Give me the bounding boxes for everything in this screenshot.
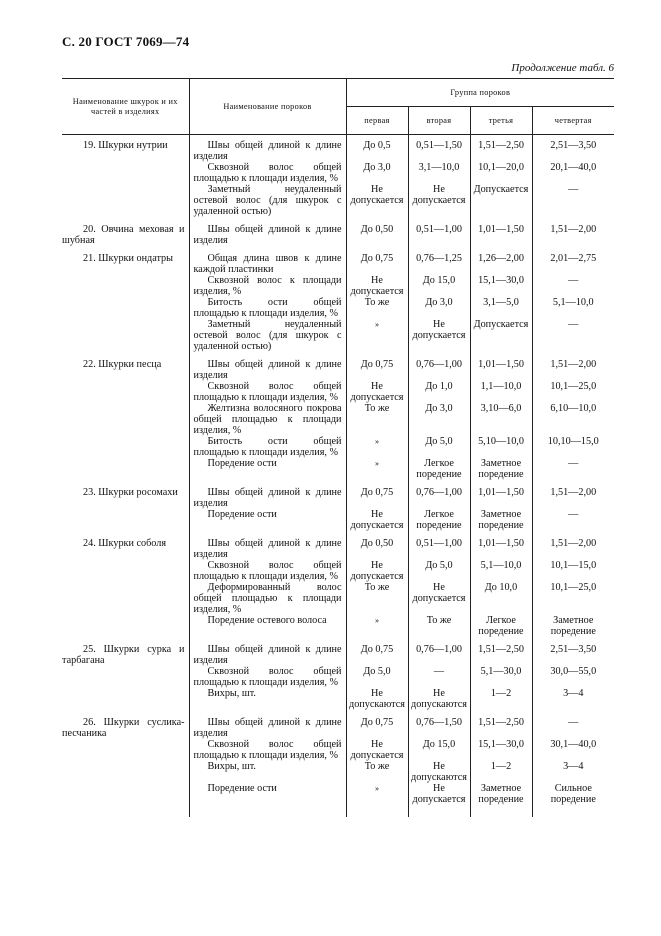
group-3-value: 15,1—30,0: [470, 275, 532, 297]
table-row: [62, 381, 614, 403]
defect-name: Заметный неудаленный остевой волос (для шкурок с удаленной остью): [193, 319, 342, 352]
group-2-value: До 3,0: [408, 297, 470, 319]
group-4-value: Сильное поредение: [532, 783, 614, 805]
defect-name-cell: [189, 217, 346, 246]
group-4-value: —: [532, 319, 614, 352]
defect-name-cell: [189, 352, 346, 381]
column-header-group-3: третья: [470, 107, 532, 135]
group-4-value: 2,01—2,75: [532, 246, 614, 275]
group-2-value: Не допускается: [408, 783, 470, 805]
table-row: [62, 184, 614, 217]
product-name-cell: [62, 688, 189, 710]
product-name: 19. Шкурки нутрии: [83, 140, 168, 151]
defect-name-cell: [189, 436, 346, 458]
group-4-value: 1,51—2,00: [532, 480, 614, 509]
defect-name: Швы общей длиной к длине изделия: [193, 487, 342, 509]
defect-name-cell: [189, 531, 346, 560]
group-1-value: То же: [346, 403, 408, 436]
defect-name: Поредение остевого волоса: [207, 615, 327, 626]
group-1-value: Не допускается: [346, 275, 408, 297]
product-name-cell: [62, 184, 189, 217]
defect-name: Поредение ости: [207, 783, 277, 794]
group-2-value: 3,1—10,0: [408, 162, 470, 184]
product-name: 21. Шкурки ондатры: [83, 253, 174, 264]
group-2-value: 0,51—1,50: [408, 135, 470, 163]
group-2-value: Не допускаются: [408, 688, 470, 710]
group-3-value: 1,01—1,50: [470, 352, 532, 381]
product-name-cell: [62, 381, 189, 403]
defect-name-cell: [189, 162, 346, 184]
group-1-value: До 0,5: [346, 135, 408, 163]
table-row: [62, 531, 614, 560]
group-4-value: 6,10—10,0: [532, 403, 614, 436]
table-row: [62, 217, 614, 246]
product-name-cell: [62, 615, 189, 637]
table-row: [62, 666, 614, 688]
defect-name: Швы общей длиной к длине изделия: [193, 644, 342, 666]
defect-name: Сквозной волос общей площадью к площади изделия, %: [193, 560, 342, 582]
group-1-value: »: [346, 458, 408, 480]
defect-name: Швы общей длиной к длине изделия: [193, 717, 342, 739]
group-4-value: 1,51—2,00: [532, 531, 614, 560]
group-3-value: 1,01—1,50: [470, 531, 532, 560]
product-name: 23. Шкурки росомахи: [83, 487, 178, 498]
group-1-value: Не допускается: [346, 560, 408, 582]
group-1-value: »: [346, 783, 408, 805]
table-row: [62, 436, 614, 458]
group-4-value: 1,51—2,00: [532, 217, 614, 246]
group-3-value: 1,51—2,50: [470, 637, 532, 666]
product-name-cell: [62, 275, 189, 297]
group-3-value: Допускается: [470, 319, 532, 352]
group-1-value: До 3,0: [346, 162, 408, 184]
group-4-value: —: [532, 184, 614, 217]
table-row: [62, 710, 614, 739]
product-name-cell: [62, 560, 189, 582]
table-row: [62, 783, 614, 805]
defect-name: Желтизна волосяного покрова общей площадью к площади изделия, %: [193, 403, 342, 436]
group-2-value: 0,76—1,50: [408, 710, 470, 739]
product-name-cell: [62, 403, 189, 436]
defect-name-cell: [189, 275, 346, 297]
defect-name: Вихры, шт.: [207, 761, 256, 772]
table-row: [62, 688, 614, 710]
product-name: 22. Шкурки песца: [83, 359, 162, 370]
defect-name: Сквозной волос общей площадью к площади изделия, %: [193, 162, 342, 184]
table-row: [62, 135, 614, 163]
defect-name-cell: [189, 403, 346, 436]
group-3-value: 1—2: [470, 688, 532, 710]
table-tail-cell: [408, 805, 470, 817]
product-name: 20. Овчина меховая и шубная: [62, 224, 185, 246]
group-3-value: 1,51—2,50: [470, 135, 532, 163]
product-name-cell: [62, 666, 189, 688]
group-3-value: 1,01—1,50: [470, 217, 532, 246]
product-name-cell: [62, 761, 189, 783]
table-row: [62, 319, 614, 352]
group-2-value: То же: [408, 615, 470, 637]
group-3-value: Допускается: [470, 184, 532, 217]
defect-name-cell: [189, 560, 346, 582]
table-row: [62, 246, 614, 275]
group-1-value: То же: [346, 582, 408, 615]
group-1-value: Не допускается: [346, 509, 408, 531]
defect-name-cell: [189, 480, 346, 509]
group-2-value: 0,51—1,00: [408, 217, 470, 246]
group-1-value: То же: [346, 297, 408, 319]
group-1-value: Не допускается: [346, 381, 408, 403]
product-name-cell: [62, 480, 189, 509]
defect-name-cell: [189, 458, 346, 480]
product-name-cell: [62, 531, 189, 560]
product-name-cell: [62, 162, 189, 184]
defect-name: Вихры, шт.: [207, 688, 256, 699]
group-1-value: То же: [346, 761, 408, 783]
group-4-value: 10,1—25,0: [532, 381, 614, 403]
table-body: [62, 135, 614, 818]
group-4-value: 5,1—10,0: [532, 297, 614, 319]
column-header-group-4: четвертая: [532, 107, 614, 135]
group-1-value: До 0,75: [346, 480, 408, 509]
product-name-cell: [62, 217, 189, 246]
table-tail-cell: [532, 805, 614, 817]
group-1-value: До 0,75: [346, 352, 408, 381]
column-header-group-2: вторая: [408, 107, 470, 135]
product-name-cell: [62, 135, 189, 163]
column-header-defects: Наименование пороков: [189, 79, 346, 135]
group-3-value: 15,1—30,0: [470, 739, 532, 761]
group-2-value: До 1,0: [408, 381, 470, 403]
defect-name-cell: [189, 615, 346, 637]
group-2-value: Легкое поредение: [408, 458, 470, 480]
group-4-value: 30,1—40,0: [532, 739, 614, 761]
defect-name-cell: [189, 710, 346, 739]
table-row: [62, 761, 614, 783]
defect-name: Сквозной волос общей площадью к площади изделия, %: [193, 739, 342, 761]
product-name-cell: [62, 783, 189, 805]
defect-name: Швы общей длиной к длине изделия: [193, 538, 342, 560]
product-name-cell: [62, 710, 189, 739]
group-2-value: 0,51—1,00: [408, 531, 470, 560]
table-row: [62, 297, 614, 319]
table-tail-cell: [189, 805, 346, 817]
group-4-value: —: [532, 509, 614, 531]
group-2-value: Не допускается: [408, 184, 470, 217]
defect-name-cell: [189, 666, 346, 688]
table-row: [62, 637, 614, 666]
defect-name-cell: [189, 509, 346, 531]
group-3-value: 3,10—6,0: [470, 403, 532, 436]
product-name-cell: [62, 582, 189, 615]
table-row: [62, 582, 614, 615]
defect-name: Поредение ости: [207, 458, 277, 469]
group-4-value: —: [532, 458, 614, 480]
defect-name: Общая длина швов к длине каждой пластинки: [193, 253, 342, 275]
group-2-value: Не допускается: [408, 319, 470, 352]
defect-name-cell: [189, 783, 346, 805]
product-name-cell: [62, 352, 189, 381]
group-2-value: 0,76—1,25: [408, 246, 470, 275]
product-name-cell: [62, 637, 189, 666]
product-name-cell: [62, 458, 189, 480]
group-1-value: Не допускается: [346, 739, 408, 761]
group-3-value: До 10,0: [470, 582, 532, 615]
group-4-value: 2,51—3,50: [532, 135, 614, 163]
group-1-value: До 0,50: [346, 531, 408, 560]
group-4-value: —: [532, 275, 614, 297]
group-1-value: Не допускается: [346, 184, 408, 217]
table-tail-cell: [346, 805, 408, 817]
defect-name-cell: [189, 688, 346, 710]
group-2-value: 0,76—1,00: [408, 480, 470, 509]
product-name: 24. Шкурки соболя: [83, 538, 167, 549]
group-1-value: »: [346, 615, 408, 637]
table-tail-row: [62, 805, 614, 817]
group-3-value: 5,1—30,0: [470, 666, 532, 688]
table-row: [62, 162, 614, 184]
group-3-value: 1,01—1,50: [470, 480, 532, 509]
group-1-value: До 0,75: [346, 246, 408, 275]
group-3-value: 5,1—10,0: [470, 560, 532, 582]
column-header-group-1: первая: [346, 107, 408, 135]
table-tail-cell: [470, 805, 532, 817]
defect-name: Швы общей длиной к длине изделия: [193, 359, 342, 381]
defect-name-cell: [189, 319, 346, 352]
product-name: 25. Шкурки сурка и тарбагана: [62, 644, 185, 666]
group-1-value: »: [346, 319, 408, 352]
group-3-value: 3,1—5,0: [470, 297, 532, 319]
column-header-products: Наименование шкурок и их частей в изделиях: [62, 79, 189, 135]
group-2-value: До 15,0: [408, 739, 470, 761]
table-continuation-label: Продолжение табл. 6: [511, 62, 614, 74]
table-row: [62, 352, 614, 381]
defect-name: Швы общей длиной к длине изделия: [193, 140, 342, 162]
group-3-value: 1,1—10,0: [470, 381, 532, 403]
product-name: 26. Шкурки суслика-песчаника: [62, 717, 185, 739]
product-name-cell: [62, 319, 189, 352]
group-2-value: Не допускаются: [408, 761, 470, 783]
group-4-value: —: [532, 710, 614, 739]
group-3-value: 1,51—2,50: [470, 710, 532, 739]
table-row: [62, 458, 614, 480]
group-2-value: До 15,0: [408, 275, 470, 297]
defect-name: Сквозной волос общей площадью к площади изделия, %: [193, 381, 342, 403]
table-tail-cell: [62, 805, 189, 817]
defect-name-cell: [189, 381, 346, 403]
defect-name-cell: [189, 637, 346, 666]
table-row: [62, 275, 614, 297]
table-row: [62, 560, 614, 582]
defect-name: Поредение ости: [207, 509, 277, 520]
group-2-value: —: [408, 666, 470, 688]
group-4-value: 20,1—40,0: [532, 162, 614, 184]
group-4-value: 10,10—15,0: [532, 436, 614, 458]
group-2-value: Не допускается: [408, 582, 470, 615]
defect-name-cell: [189, 184, 346, 217]
group-1-value: До 0,75: [346, 710, 408, 739]
defect-name: Сквозной волос общей площадью к площади изделия, %: [193, 666, 342, 688]
group-3-value: Заметное поредение: [470, 783, 532, 805]
group-2-value: До 5,0: [408, 560, 470, 582]
group-4-value: Заметное поредение: [532, 615, 614, 637]
group-4-value: 10,1—25,0: [532, 582, 614, 615]
group-1-value: До 0,75: [346, 637, 408, 666]
defect-name: Заметный неудаленный остевой волос (для шкурок с удаленной остью): [193, 184, 342, 217]
group-2-value: 0,76—1,00: [408, 637, 470, 666]
defect-name-cell: [189, 739, 346, 761]
group-1-value: До 5,0: [346, 666, 408, 688]
defects-table: [62, 78, 614, 817]
group-4-value: 30,0—55,0: [532, 666, 614, 688]
group-3-value: 10,1—20,0: [470, 162, 532, 184]
group-3-value: Заметное поредение: [470, 458, 532, 480]
defect-name-cell: [189, 246, 346, 275]
table-row: [62, 480, 614, 509]
column-header-group: Группа пороков: [346, 79, 614, 107]
group-3-value: 5,10—10,0: [470, 436, 532, 458]
product-name-cell: [62, 739, 189, 761]
group-3-value: 1—2: [470, 761, 532, 783]
group-2-value: До 5,0: [408, 436, 470, 458]
group-4-value: 3—4: [532, 761, 614, 783]
defect-name-cell: [189, 135, 346, 163]
group-4-value: 10,1—15,0: [532, 560, 614, 582]
group-4-value: 1,51—2,00: [532, 352, 614, 381]
product-name-cell: [62, 436, 189, 458]
defect-name: Битость ости общей площадью к площади изделия, %: [193, 436, 342, 458]
group-3-value: 1,26—2,00: [470, 246, 532, 275]
table-row: [62, 403, 614, 436]
defect-name-cell: [189, 582, 346, 615]
table-row: [62, 509, 614, 531]
product-name-cell: [62, 509, 189, 531]
product-name-cell: [62, 246, 189, 275]
defect-name-cell: [189, 297, 346, 319]
defect-name-cell: [189, 761, 346, 783]
group-2-value: До 3,0: [408, 403, 470, 436]
product-name-cell: [62, 297, 189, 319]
defect-name: Сквозной волос к площади изделия, %: [193, 275, 342, 297]
defect-name: Швы общей длиной к длине изделия: [193, 224, 342, 246]
group-3-value: Легкое поредение: [470, 615, 532, 637]
table-row: [62, 739, 614, 761]
group-2-value: 0,76—1,00: [408, 352, 470, 381]
group-4-value: 3—4: [532, 688, 614, 710]
group-2-value: Легкое поредение: [408, 509, 470, 531]
defect-name: Битость ости общей площадью к площади изделия, %: [193, 297, 342, 319]
group-4-value: 2,51—3,50: [532, 637, 614, 666]
defect-name: Деформированный волос общей площадью к площади изделия, %: [193, 582, 342, 615]
table-row: [62, 615, 614, 637]
group-1-value: Не допускаются: [346, 688, 408, 710]
group-3-value: Заметное поредение: [470, 509, 532, 531]
group-1-value: »: [346, 436, 408, 458]
group-1-value: До 0,50: [346, 217, 408, 246]
page-title: С. 20 ГОСТ 7069—74: [62, 34, 190, 49]
